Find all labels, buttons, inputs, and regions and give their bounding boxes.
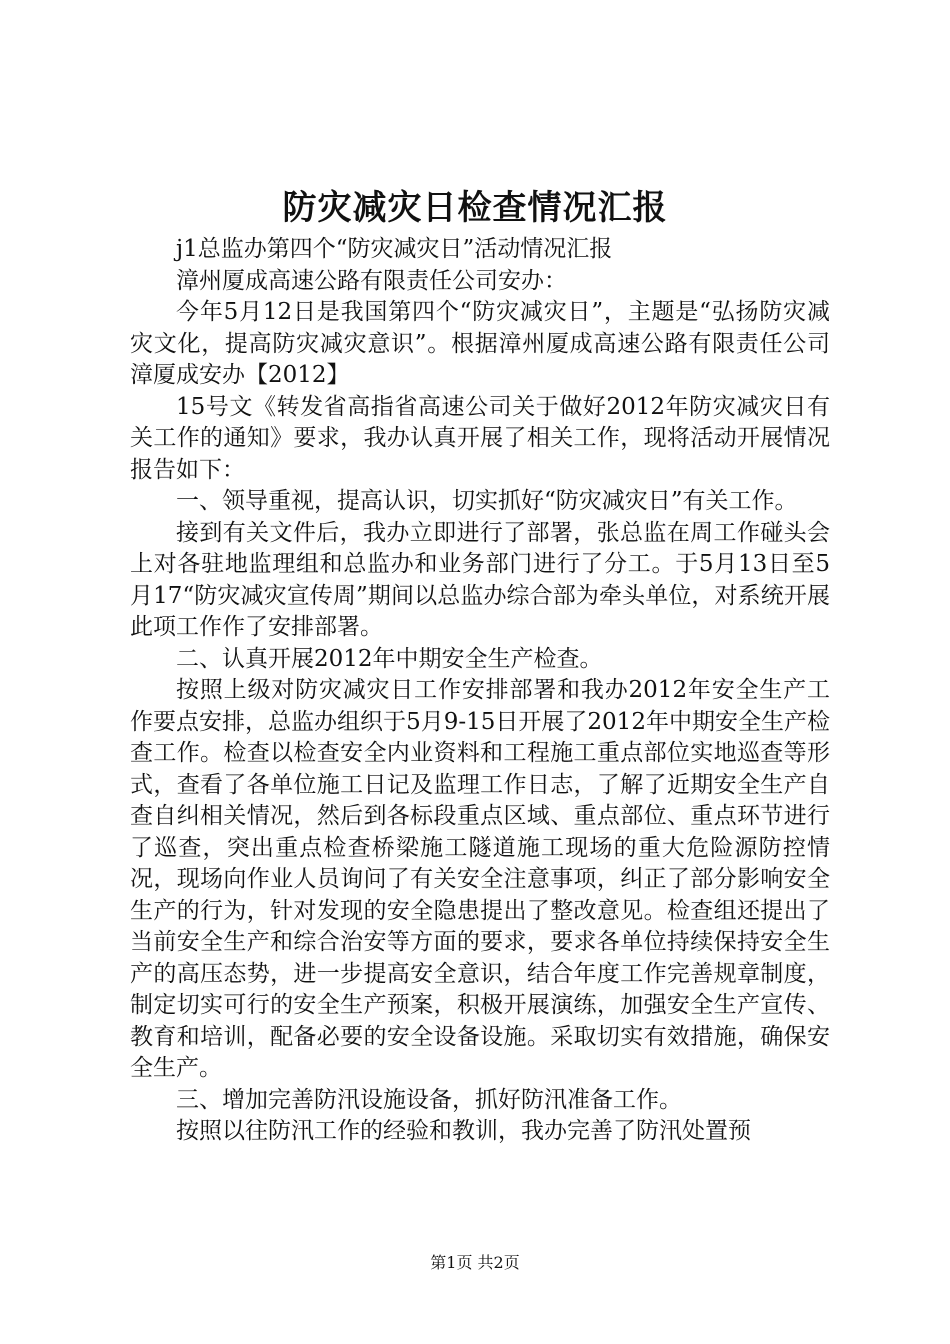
section-heading-1: 一、领导重视，提高认识，切实抓好“防灾减灾日”有关工作。 <box>176 488 798 514</box>
paragraph-subtitle: j1总监办第四个“防灾减灾日”活动情况汇报 <box>176 236 613 262</box>
paragraph-addressee: 漳州厦成高速公路有限责任公司安办： <box>176 267 567 294</box>
paragraph-intro: 今年5月12日是我国第四个“防灾减灾日”，主题是“弘扬防灾减灾文化，提高防灾减灾意识”。根据漳州厦成高速公路有限责任公司漳厦成安办【2012】 <box>130 299 830 388</box>
paragraph-section-1: 接到有关文件后，我办立即进行了部署，张总监在周工作碰头会上对各驻地监理组和总监办和业务部门进行了分工。于5月13日至5月17“防灾减灾宣传周”期间以总监办综合部为牵头单位，对系统开展此项工作作了安排部署。 <box>130 519 830 640</box>
document-body <box>130 234 830 1148</box>
section-heading-2: 二、认真开展2012年中期安全生产检查。 <box>176 645 603 672</box>
paragraph-section-3: 按照以往防汛工作的经验和教训，我办完善了防汛处置预 <box>176 1118 751 1144</box>
document-title: 防灾减灾日检查情况汇报 <box>282 188 668 228</box>
paragraph-notice-reference: 15号文《转发省高指省高速公司关于做好2012年防灾减灾日有关工作的通知》要求，我办认真开展了相关工作，现将活动开展情况报告如下： <box>130 393 830 483</box>
section-heading-3: 三、增加完善防汛设施设备，抓好防汛准备工作。 <box>176 1086 682 1113</box>
paragraph-section-2: 按照上级对防灾减灾日工作安排部署和我办2012年安全生产工作要点安排，总监办组织于5月9-15日开展了2012年中期安全生产检查工作。检查以检查安全内业资料和工程施工重点部位实地巡查等形式，查看了各单位施工日记及监理工作日志，了解了近期安全生产自查自纠相关情况，然后到各标段重点区域、重点部位、重点环节进行了巡查，突出重点检查桥梁施工隧道施工现场的重大危险源防控情况，现场向作业人员询问了有关安全注意事项，纠正了部分影响安全生产的行为，针对发现的安全隐患提出了整改意见。检查组还提出了当前安全生产和综合治安等方面的要求，要求各单位持续保持安全生产的高压态势，进一步提高安全意识，结合年度工作完善规章制度，制定切实可行的安全生产预案，积极开展演练，加强安全生产宣传、教育和培训，配备必要的安全设备设施。采取切实有效措施，确保安全生产。 <box>130 677 830 1081</box>
page-footer: 第1页 共2页 <box>430 1253 520 1272</box>
